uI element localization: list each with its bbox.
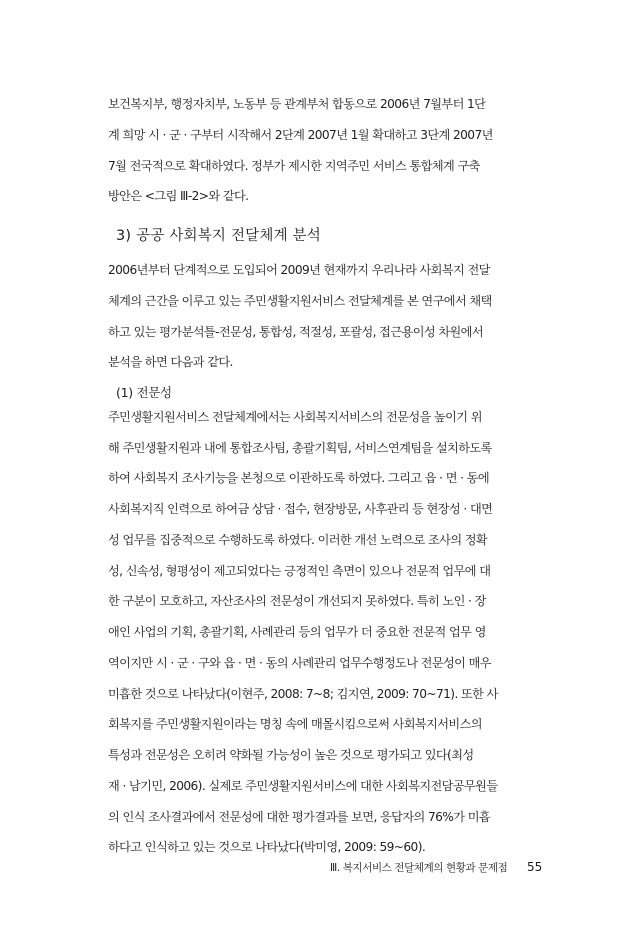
section-line: 분석을 하면 다음과 같다. <box>108 355 233 369</box>
subsection-line: 애인 사업의 기획, 총괄기획, 사례관리 등의 업무가 더 중요한 전문적 업무 영 <box>108 625 486 639</box>
subsection-line: 특성과 전문성은 오히려 약화될 가능성이 높은 것으로 평가되고 있다(최성 <box>108 748 474 762</box>
subsection-line: 한 구분이 모호하고, 자산조사의 전문성이 개선되지 못하였다. 특히 노인 · 장 <box>108 594 486 608</box>
section-line: 하고 있는 평가분석틀-전문성, 통합성, 적절성, 포괄성, 접근용이성 차원에서 <box>108 325 484 339</box>
subsection-line: 재 · 남기민, 2006). 실제로 주민생활지원서비스에 대한 사회복지전담공무원들 <box>108 779 498 793</box>
section-line: 체계의 근간을 이루고 있는 주민생활지원서비스 전달체계를 본 연구에서 채택 <box>108 294 492 308</box>
subsection-line: 성 업무를 집중적으로 수행하도록 하였다. 이러한 개선 노력으로 조사의 정확 <box>108 533 488 547</box>
subsection-line: 주민생활지원서비스 전달체계에서는 사회복지서비스의 전문성을 높이기 위 <box>108 410 482 424</box>
intro-line: 보건복지부, 행정자치부, 노동부 등 관계부처 합동으로 2006년 7월부터 1단 <box>108 97 486 111</box>
subsection-line: 하다고 인식하고 있는 것으로 나타났다(박미영, 2009: 59~60). <box>108 840 426 854</box>
subsection-line: 역이지만 시 · 군 · 구와 읍 · 면 · 동의 사례관리 업무수행정도나 전문성이 매우 <box>108 656 491 670</box>
intro-line: 방안은 <그림 Ⅲ-2>와 같다. <box>108 189 249 203</box>
section-heading: 3) 공공 사회복지 전달체계 분석 <box>116 228 322 244</box>
subsection-line: 회복지를 주민생활지원이라는 명칭 속에 매몰시킴으로써 사회복지서비스의 <box>108 717 482 731</box>
subsection-line: 해 주민생활지원과 내에 통합조사팀, 총괄기획팀, 서비스연계팀을 설치하도록 <box>108 441 492 455</box>
subsection-line: 미흡한 것으로 나타났다(이현주, 2008: 7~8; 김지연, 2009: 70~71). 또한 사 <box>108 687 498 701</box>
intro-line: 7월 전국적으로 확대하였다. 정부가 제시한 지역주민 서비스 통합체계 구축 <box>108 159 480 173</box>
subsection-heading: (1) 전문성 <box>116 385 172 400</box>
page-number: 55 <box>527 860 543 874</box>
subsection-line: 성, 신속성, 형평성이 제고되었다는 긍정적인 측면이 있으나 전문적 업무에 대 <box>108 564 491 578</box>
subsection-line: 사회복지직 인력으로 하여금 상담 · 접수, 현장방문, 사후관리 등 현장성 · 대면 <box>108 502 493 516</box>
intro-line: 계 희망 시 · 군 · 구부터 시작해서 2단계 2007년 1월 확대하고 3단계 2007년 <box>108 128 493 142</box>
running-footer: Ⅲ. 복지서비스 전달체계의 현황과 문제점 <box>330 862 508 874</box>
subsection-line: 하여 사회복지 조사기능을 본청으로 이관하도록 하였다. 그리고 읍 · 면 · 동에 <box>108 471 490 485</box>
subsection-line: 의 인식 조사결과에서 전문성에 대한 평가결과를 보면, 응답자의 76%가 미흡 <box>108 810 491 824</box>
section-line: 2006년부터 단계적으로 도입되어 2009년 현재까지 우리나라 사회복지 전달 <box>108 263 490 277</box>
